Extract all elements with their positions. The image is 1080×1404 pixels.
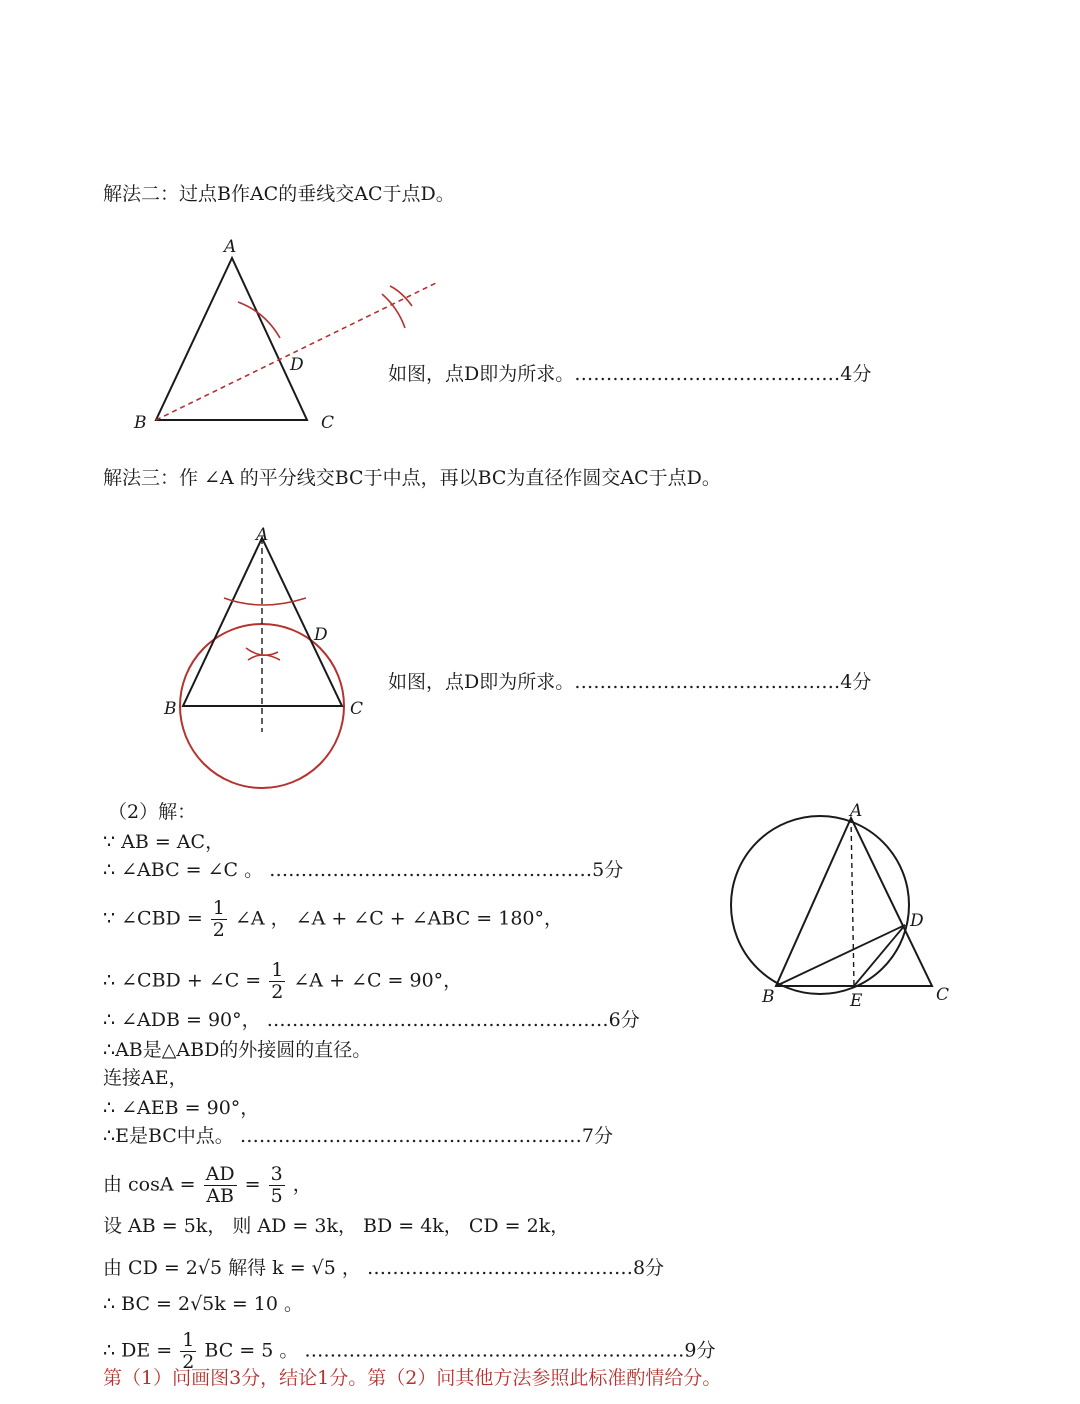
solution-line-12: 由 CD = 2√5 解得 k = √5 ， ……………………………………8分 [103,1257,665,1279]
solution-line-4: ∴ ∠CBD + ∠C = $\frac{1}{2}$ ∠A + ∠C = 90°， [103,959,463,1003]
solution-line-9: ∴E是BC中点。 ………………………………………………7分 [103,1125,613,1147]
method3-conclusion: 如图，点D即为所求。……………………………………4分 [388,671,872,693]
segment-de [854,925,905,986]
solution-line-10: 由 cosA = $\frac{AD}{AB}$ = $\frac{3}{5}$ ， [103,1163,312,1207]
label-d: D [290,355,304,375]
solution-line-6: ∴AB是△ABD的外接圆的直径。 [103,1039,372,1061]
fraction: $\frac{AD}{AB}$ [205,1163,235,1207]
label-c: C [321,413,335,433]
fraction: $\frac{1}{2}$ [212,897,225,941]
method3-figure [150,520,380,790]
part2-heading: （2）解： [108,801,197,823]
label-b: B [164,699,177,719]
label-b: B [134,413,147,433]
method3-heading: 解法三：作 ∠A 的平分线交BC于中点，再以BC为直径作圆交AC于点D。 [103,467,721,489]
solution-line-2: ∴ ∠ABC = ∠C 。 ……………………………………………5分 [103,859,624,881]
method2-heading: 解法二：过点B作AC的垂线交AC于点D。 [103,183,455,205]
segment-ae [851,818,854,986]
grading-note: 第（1）问画图3分，结论1分。第（2）问其他方法参照此标准酌情给分。 [103,1367,722,1389]
solution-line-11: 设 AB = 5k， 则 AD = 3k， BD = 4k， CD = 2k， [103,1215,570,1237]
label-b: B [762,987,775,1007]
fraction: $\frac{3}{5}$ [270,1163,283,1207]
label-a: A [256,525,269,545]
solution-line-1: ∵ AB = AC， [103,831,225,853]
method2-conclusion: 如图，点D即为所求。……………………………………4分 [388,363,872,385]
construction-arc [248,655,280,660]
method2-figure [120,230,460,440]
segment-bd [776,925,905,986]
label-d: D [910,911,924,931]
triangle-abc [156,258,307,420]
fraction: $\frac{1}{2}$ [182,1329,195,1373]
part2-figure [710,800,970,1015]
fraction: $\frac{1}{2}$ [271,959,284,1003]
solution-line-5: ∴ ∠ADB = 90°， ………………………………………………6分 [103,1009,640,1031]
solution-line-3: ∵ ∠CBD = $\frac{1}{2}$ ∠A ， ∠A + ∠C + ∠ABC = 180°， [103,897,564,941]
solution-line-14: ∴ DE = $\frac{1}{2}$ BC = 5 。 ……………………………………………………9分 [103,1329,716,1373]
label-c: C [350,699,364,719]
construction-arc [238,302,280,338]
solution-line-8: ∴ ∠AEB = 90°， [103,1097,260,1119]
label-c: C [936,985,950,1005]
solution-line-7: 连接AE， [103,1067,188,1089]
solution-line-13: ∴ BC = 2√5k = 10 。 [103,1293,303,1315]
circumcircle [731,816,909,994]
label-d: D [314,625,328,645]
label-e: E [850,991,863,1011]
label-a: A [850,801,863,821]
label-a: A [224,237,237,257]
